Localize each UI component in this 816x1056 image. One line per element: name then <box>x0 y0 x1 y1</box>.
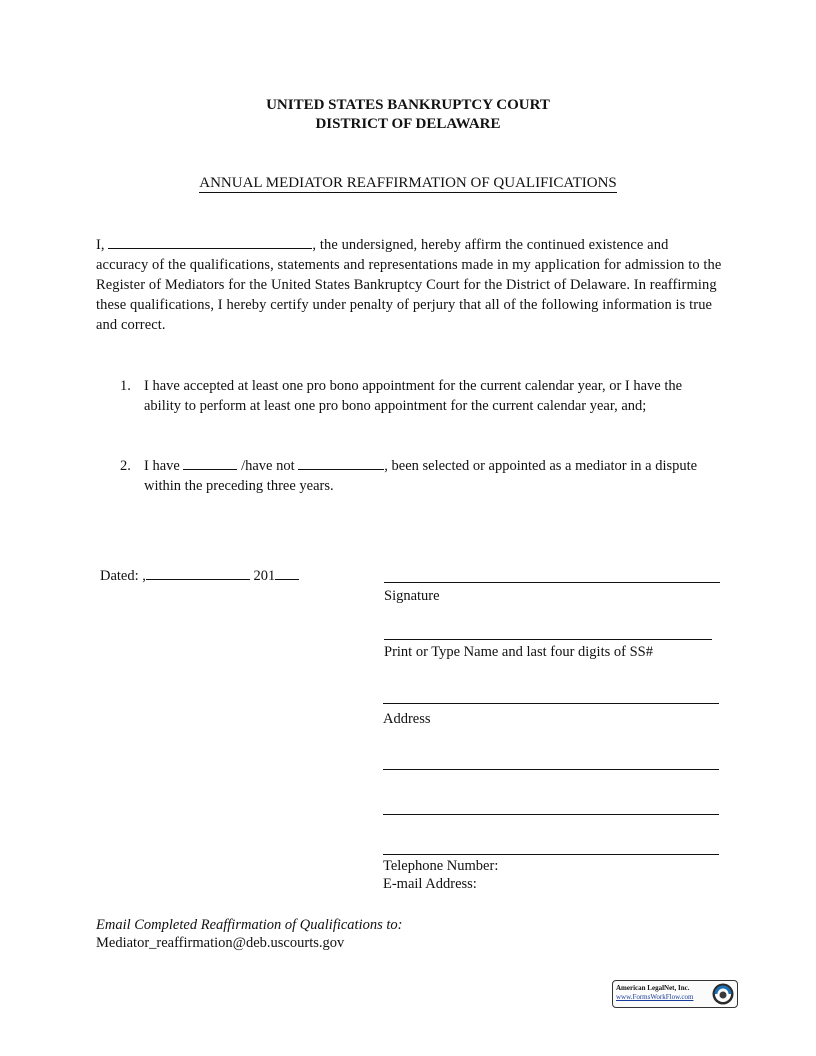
item-number: 2. <box>120 458 131 474</box>
address-line-3[interactable] <box>383 814 719 815</box>
address-line[interactable] <box>383 703 719 704</box>
name-label: Print or Type Name and last four digits of SS# <box>384 644 653 660</box>
have-not-label: /have not <box>241 458 295 474</box>
name-line[interactable] <box>384 639 712 640</box>
have-not-blank[interactable] <box>298 456 384 470</box>
item-2-rest: , been selected or appointed as a mediator in a dispute within the preceding three years. <box>144 458 698 494</box>
intro-paragraph <box>96 235 724 335</box>
form-title <box>0 175 816 192</box>
district-name: DISTRICT OF DELAWARE <box>315 116 501 132</box>
globe-icon <box>711 982 735 1006</box>
email-instruction: Email Completed Reaffirmation of Qualifications to: <box>96 917 403 933</box>
dated-label: Dated: , <box>100 568 146 584</box>
name-blank[interactable] <box>108 235 312 249</box>
signature-label: Signature <box>384 588 440 604</box>
have-label: I have <box>144 458 180 474</box>
list-item <box>120 456 720 498</box>
address-label: Address <box>383 711 431 727</box>
address-line-4[interactable] <box>383 854 719 855</box>
date-blank[interactable] <box>146 566 250 580</box>
signature-line[interactable] <box>384 582 720 583</box>
item-text <box>144 456 720 496</box>
list-item <box>120 376 720 438</box>
submission-email: Mediator_reaffirmation@deb.uscourts.gov <box>96 935 345 951</box>
logo-company: American LegalNet, Inc. <box>616 984 690 992</box>
publisher-logo <box>612 980 738 1008</box>
email-address-label: E-mail Address: <box>383 876 477 892</box>
dated-line <box>100 566 299 585</box>
have-blank[interactable] <box>183 456 237 470</box>
telephone-label: Telephone Number: <box>383 858 499 874</box>
address-line-2[interactable] <box>383 769 719 770</box>
year-blank[interactable] <box>275 566 299 580</box>
logo-url[interactable]: www.FormsWorkFlow.com <box>616 993 694 1001</box>
form-title-text: ANNUAL MEDIATOR REAFFIRMATION OF QUALIFICATIONS <box>199 175 617 191</box>
item-text: I have accepted at least one pro bono appointment for the current calendar year, or I have the ability to perform at least one pro bono appointment for the current calendar year, and; <box>144 378 683 414</box>
intro-prefix: I, <box>96 237 105 253</box>
item-number: 1. <box>120 378 131 394</box>
intro-text: , the undersigned, hereby affirm the continued existence and accuracy of the qualifications, statements and representations made in my application for admission to the Register of Mediators for the United States Bankruptcy Court for the District of Delaware. In reaffirming these qualifications, I hereby certify under penalty of perjury that all of the following information is true and correct. <box>96 237 722 333</box>
year-prefix: 201 <box>253 568 276 584</box>
court-name: UNITED STATES BANKRUPTCY COURT <box>266 97 550 113</box>
